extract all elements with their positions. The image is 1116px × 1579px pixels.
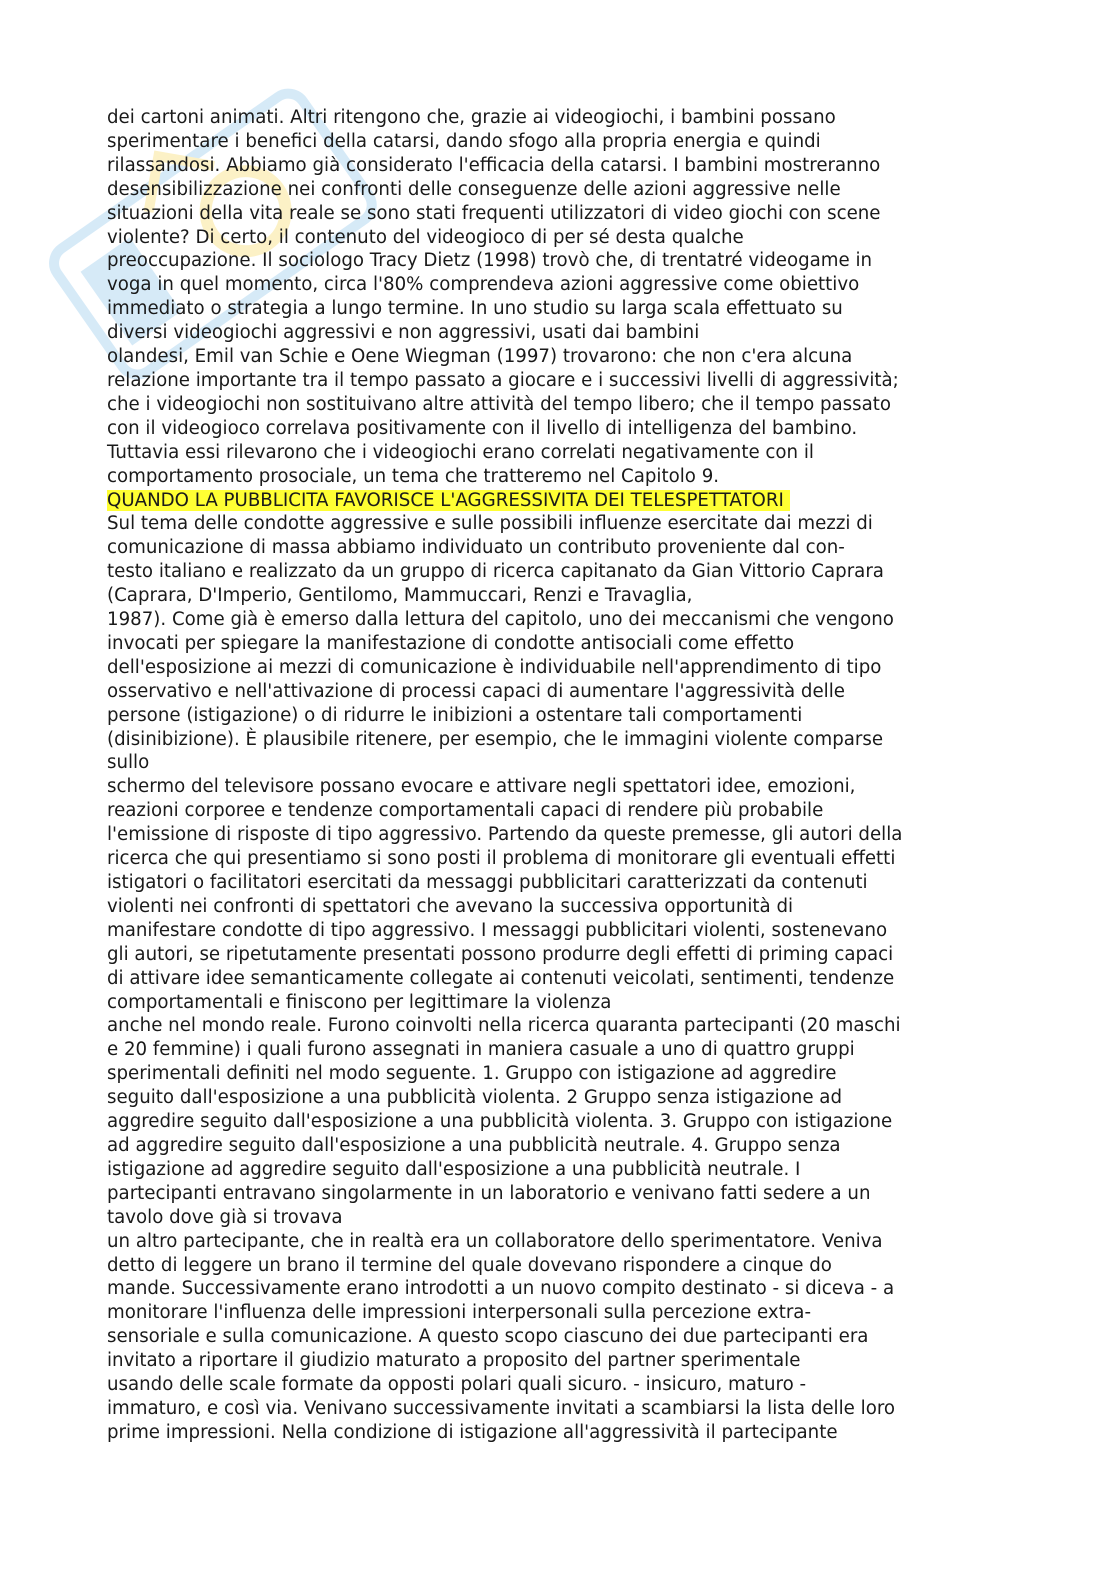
text-line: rilassandosi. Abbiamo già considerato l'efficacia della catarsi. I bambini mostreranno [107,154,881,176]
text-line: sperimentare i benefici della catarsi, dando sfogo alla propria energia e quindi [107,130,821,152]
text-line: tavolo dove già si trovava [107,1206,343,1228]
text-line: dell'esposizione ai mezzi di comunicazione è individuabile nell'apprendimento di tipo [107,656,882,678]
text-line: diversi videogiochi aggressivi e non aggressivi, usati dai bambini [107,322,700,344]
text-line: (disinibizione). È plausibile ritenere, per esempio, che le immagini violente comparse [107,728,884,750]
text-line: ad aggredire seguito dall'esposizione a una pubblicità neutrale. 4. Gruppo senza [107,1134,841,1156]
text-line: comunicazione di massa abbiamo individuato un contributo proveniente dal con- [107,537,845,559]
text-line: Tuttavia essi rilevarono che i videogiochi erano correlati negativamente con il [107,441,814,463]
text-line: comportamento prosociale, un tema che tratteremo nel Capitolo 9. [107,465,720,487]
text-line: seguito dall'esposizione a una pubblicità violenta. 2 Gruppo senza istigazione ad [107,1087,842,1109]
text-line: invitato a riportare il giudizio maturato a proposito del partner sperimentale [107,1350,801,1372]
text-line: partecipanti entravano singolarmente in un laboratorio e venivano fatti sedere a un [107,1182,871,1204]
text-line: con il videogioco correlava positivamente con il livello di intelligenza del bambino. [107,417,858,439]
text-line: anche nel mondo reale. Furono coinvolti nella ricerca quaranta partecipanti (20 maschi [107,1015,901,1037]
text-line: sullo [107,752,150,774]
section-heading-text: QUANDO LA PUBBLICITA FAVORISCE L'AGGRESSIVITA DEI TELESPETTATORI [107,490,790,511]
text-line: preoccupazione. Il sociologo Tracy Dietz (1998) trovò che, di trentatré videogame in [107,250,873,272]
text-line: reazioni corporee e tendenze comportamentali capaci di rendere più probabile [107,800,824,822]
text-line: e 20 femmine) i quali furono assegnati in maniera casuale a uno di quattro gruppi [107,1039,855,1061]
text-line: (Caprara, D'Imperio, Gentilomo, Mammuccari, Renzi e Travaglia, [107,585,693,607]
text-line: prime impressioni. Nella condizione di istigazione all'aggressività il partecipante [107,1421,838,1443]
text-line: invocati per spiegare la manifestazione di condotte antisociali come effetto [107,632,795,654]
text-line: mande. Successivamente erano introdotti a un nuovo compito destinato - si diceva - a [107,1278,895,1300]
text-line: che i videogiochi non sostituivano altre attività del tempo libero; che il tempo passato [107,393,892,415]
text-line: osservativo e nell'attivazione di processi capaci di aumentare l'aggressività delle [107,680,845,702]
text-line: manifestare condotte di tipo aggressivo. I messaggi pubblicitari violenti, sostenevano [107,919,888,941]
text-line: Sul tema delle condotte aggressive e sulle possibili influenze esercitate dai mezzi di [107,513,873,535]
text-line: detto di leggere un brano il termine del quale dovevano rispondere a cinque do [107,1254,832,1276]
text-line: aggredire seguito dall'esposizione a una pubblicità violenta. 3. Gruppo con istigazione [107,1111,893,1133]
text-line: gli autori, se ripetutamente presentati possono produrre degli effetti di priming capaci [107,943,894,965]
text-line: ricerca che qui presentiamo si sono posti il problema di monitorare gli eventuali effetti [107,848,896,870]
text-line: desensibilizzazione nei confronti delle conseguenze delle azioni aggressive nelle [107,178,841,200]
text-line: istigatori o facilitatori esercitati da messaggi pubblicitari caratterizzati da contenuti [107,872,868,893]
text-line: istigazione ad aggredire seguito dall'esposizione a una pubblicità neutrale. I [107,1158,801,1180]
text-line: 1987). Come già è emerso dalla lettura del capitolo, uno dei meccanismi che vengono [107,609,894,631]
text-line: persone (istigazione) o di ridurre le inibizioni a ostentare tali comportamenti [107,704,803,726]
text-line: monitorare l'influenza delle impressioni interpersonali sulla percezione extra- [107,1302,812,1324]
text-line: un altro partecipante, che in realtà era un collaboratore dello sperimentatore. Veniva [107,1230,883,1252]
section-heading [107,489,1017,513]
text-line: di attivare idee semanticamente collegate ai contenuti veicolati, sentimenti, tendenze [107,967,895,989]
text-line: relazione importante tra il tempo passato a giocare e i successivi livelli di aggressività; [107,369,899,391]
text-line: l'emissione di risposte di tipo aggressivo. Partendo da queste premesse, gli autori della [107,824,903,846]
text-line: olandesi, Emil van Schie e Oene Wiegman (1997) trovarono: che non c'era alcuna [107,346,853,368]
text-line: dei cartoni animati. Altri ritengono che, grazie ai videogiochi, i bambini possano [107,107,836,128]
text-line: testo italiano e realizzato da un gruppo di ricerca capitanato da Gian Vittorio Caprara [107,561,884,583]
text-line: comportamentali e finiscono per legittimare la violenza [107,991,612,1013]
text-line: violenti nei confronti di spettatori che avevano la successiva opportunità di [107,895,794,917]
text-line: violente? Di certo, il contenuto del videogioco di per sé desta qualche [107,226,744,248]
text-line: schermo del televisore possano evocare e attivare negli spettatori idee, emozioni, [107,776,856,798]
text-line: immediato o strategia a lungo termine. In uno studio su larga scala effettuato su [107,298,843,320]
paragraph-advertising-study [107,512,1017,1444]
text-line: voga in quel momento, circa l'80% comprendeva azioni aggressive come obiettivo [107,274,860,296]
text-line: immaturo, e così via. Venivano successivamente invitati a scambiarsi la lista delle loro [107,1397,896,1419]
text-line: usando delle scale formate da opposti polari quali sicuro. - insicuro, maturo - [107,1374,807,1396]
text-line: sensoriale e sulla comunicazione. A questo scopo ciascuno dei due partecipanti era [107,1326,869,1348]
document-body [107,106,1017,1445]
text-line: sperimentali definiti nel modo seguente. 1. Gruppo con istigazione ad aggredire [107,1063,837,1085]
text-line: situazioni della vita reale se sono stati frequenti utilizzatori di video giochi con scene [107,202,881,224]
paragraph-videogames [107,106,1017,489]
